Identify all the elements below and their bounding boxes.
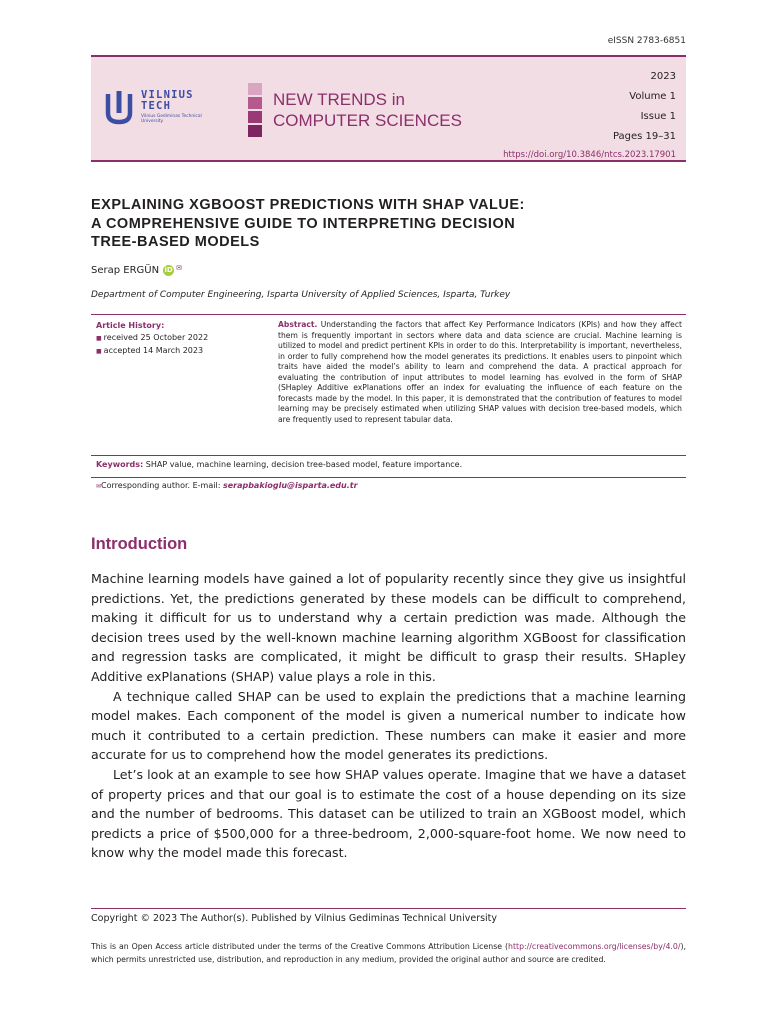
license-text-after: ), which permits unrestricted use, distribution, and reproduction in any medium, provided the original author and source are credited.: [91, 942, 686, 964]
license-text-before: This is an Open Access article distributed under the terms of the Creative Commons Attribution License (: [91, 942, 509, 951]
doi-link[interactable]: https://doi.org/10.3846/ntcs.2023.17901: [503, 150, 676, 160]
corresponding-email-link[interactable]: serapbakioglu@isparta.edu.tr: [222, 481, 358, 490]
journal-squares-icon: [248, 83, 262, 139]
logo-subtitle: Vilnius Gediminas Technical University: [141, 114, 202, 124]
orcid-icon[interactable]: iD: [164, 266, 173, 274]
vilnius-tech-logo-icon: [105, 91, 133, 125]
issue-meta: [503, 67, 676, 163]
abstract-text: Understanding the factors that affect Key Performance Indicators (KPIs) and how they affect them is frequently important in sectors where data and data science are crucial. Machine learning is utilized to model and predict pertinent KPIs in order to do this. Interpretability is important, nevertheless, in order to fully comprehend how the model generates its predictions. It enables users to pinpoint which traits have aided the model’s ability to learn and comprehend the data. A practical approach for evaluating the contribution of input attributes to model learning has evolved in the form of SHAP (SHapley Additive exPlanations offer an index for evaluating the influence of each feature on the forecasts made by the model. In this paper, it is demonstrated that the contribution of features to model learning may be precisely estimated when utilizing SHAP values with decision tree-based models, which are frequently used to represent tabular data.: [278, 320, 682, 424]
keywords-heading: Keywords:: [96, 460, 144, 469]
email-icon: ✉: [176, 263, 182, 272]
copyright: Copyright © 2023 The Author(s). Published by Vilnius Gediminas Technical University: [91, 913, 498, 924]
bullet-icon: ■: [96, 335, 102, 342]
journal-name-line2: COMPUTER SCIENCES: [273, 111, 462, 130]
title-line: EXPLAINING XGBOOST PREDICTIONS WITH SHAP VALUE:: [91, 197, 525, 213]
history-heading: Article History:: [96, 321, 165, 330]
corresponding-label: Corresponding author. E-mail:: [101, 481, 221, 490]
corresponding-author: [96, 481, 358, 490]
footer-divider: [91, 908, 686, 909]
abstract-box: [91, 314, 686, 456]
accepted-date: [96, 345, 266, 358]
pages: Pages 19–31: [612, 131, 676, 142]
logo-text-tech: TECH: [141, 100, 172, 112]
accepted-text: accepted 14 March 2023: [103, 346, 204, 355]
article-history: [96, 320, 266, 358]
received-date: [96, 332, 266, 345]
paragraph: Machine learning models have gained a lot of popularity recently since they give us insightful predictions. Yet, the predictions generated by these models can be difficult to comprehend, making it difficult for us to understand why a certain prediction was made. Although the decision trees used by the well-known machine learning algorithm XGBoost for classification and regression tasks are complicated, it might be difficult to grasp their results. SHapley Additive exPlanations (SHAP) value plays a role in this.: [91, 571, 686, 684]
year: 2023: [650, 71, 676, 82]
logo-text-vilnius: VILNIUS: [141, 89, 194, 101]
journal-name: [273, 89, 462, 131]
vilnius-tech-logo: [105, 89, 215, 131]
title-line: A COMPREHENSIVE GUIDE TO INTERPRETING DECISION: [91, 215, 516, 232]
article-title: [91, 196, 611, 252]
bullet-icon: ■: [96, 348, 102, 355]
license-link[interactable]: http://creativecommons.org/licenses/by/4.0/: [508, 942, 681, 951]
journal-banner: [91, 55, 686, 162]
author-name: Serap ERGÜN: [91, 265, 160, 276]
author-line: [91, 265, 182, 276]
issue: Issue 1: [640, 111, 676, 122]
title-line: TREE-BASED MODELS: [91, 234, 260, 250]
paragraph: Let’s look at an example to see how SHAP values operate. Imagine that we have a dataset of property prices and that our goal is to estimate the cost of a house depending on its size and the number of bedrooms. This dataset can be utilized to train an XGBoost model, which predicts a price of $500,000 for a three-bedroom, 2,000-square-foot home. We now need to know why the model made this forecast.: [91, 766, 686, 861]
keywords-text: SHAP value, machine learning, decision tree-based model, feature importance.: [145, 460, 463, 469]
introduction-body: [91, 569, 686, 863]
journal-name-line1: NEW TRENDS in: [273, 90, 405, 109]
received-text: received 25 October 2022: [103, 333, 209, 342]
section-heading-introduction: Introduction: [91, 535, 188, 553]
volume: Volume 1: [629, 91, 676, 102]
abstract: [278, 320, 682, 425]
email-icon: ✉: [96, 483, 102, 490]
paragraph: A technique called SHAP can be used to explain the predictions that a machine learning model makes. Each component of the model is given a numerical number to indicate how much it contributed to a certain prediction. These numbers can make it easier and more accurate for us to comprehend how the model generates its predictions.: [91, 688, 686, 763]
abstract-heading: Abstract.: [278, 320, 318, 329]
issn-label: eISSN 2783-6851: [607, 36, 686, 46]
license-notice: [91, 940, 686, 966]
keywords: [91, 456, 686, 478]
affiliation: Department of Computer Engineering, Isparta University of Applied Sciences, Isparta, Turkey: [91, 290, 511, 300]
